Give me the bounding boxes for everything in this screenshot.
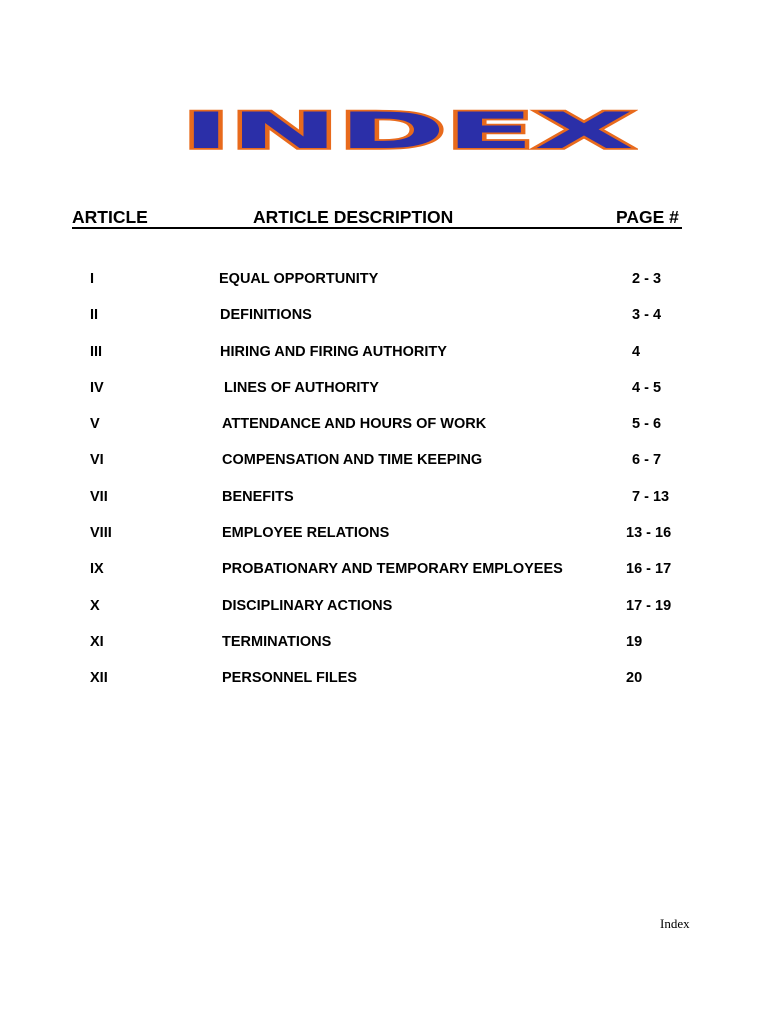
article-number: XII [90,670,108,687]
article-description: ATTENDANCE AND HOURS OF WORK [222,416,487,433]
article-page: 13 - 16 [626,525,672,542]
table-row [0,306,770,342]
article-page: 7 - 13 [632,488,670,505]
article-description: PERSONNEL FILES [222,670,358,687]
article-page: 3 - 4 [632,307,662,324]
article-page: 19 [626,633,643,650]
article-description: PROBATIONARY AND TEMPORARY EMPLOYEES [222,561,563,578]
header-description: ARTICLE DESCRIPTION [253,207,454,227]
table-row [0,451,770,487]
article-number: XI [90,633,104,650]
article-number: IX [90,561,104,578]
article-page: 2 - 3 [632,271,662,287]
table-row [0,343,770,379]
article-description: TERMINATIONS [222,633,332,650]
table-row [0,560,770,596]
article-number: VI [90,452,104,469]
article-number: V [90,416,100,433]
article-number: III [90,343,103,360]
table-row [0,633,770,669]
index-title-graphic [178,108,638,154]
article-description: BENEFITS [222,488,294,505]
article-page: 4 - 5 [632,379,662,396]
article-number: I [90,271,95,287]
article-number: II [90,307,99,324]
table-row [0,270,770,306]
table-row [0,415,770,451]
article-description: EMPLOYEE RELATIONS [222,525,390,542]
article-page: 20 [626,670,643,687]
article-description: HIRING AND FIRING AUTHORITY [220,343,447,360]
header-underline-article [72,227,240,229]
article-number: VII [90,488,108,505]
table-row [0,669,770,705]
header-page: PAGE # [616,207,679,227]
article-page: 17 - 19 [626,597,672,614]
article-description: DEFINITIONS [220,307,312,324]
index-table-body [0,270,770,706]
header-underline-description [240,227,614,229]
article-description: LINES OF AUTHORITY [224,379,379,396]
table-row [0,488,770,524]
article-description: DISCIPLINARY ACTIONS [222,597,393,614]
page-footer-label: Index [660,916,690,931]
article-number: IV [90,379,104,396]
article-number: VIII [90,525,112,542]
article-page: 16 - 17 [626,561,672,578]
article-description: COMPENSATION AND TIME KEEPING [222,452,483,469]
header-article: ARTICLE [72,207,148,227]
article-page: 4 [632,343,641,360]
table-row [0,597,770,633]
table-row [0,379,770,415]
article-number: X [90,597,100,614]
article-page: 6 - 7 [632,452,662,469]
article-description: EQUAL OPPORTUNITY [219,271,379,287]
index-title: INDEX [182,108,634,154]
article-page: 5 - 6 [632,416,662,433]
table-header [0,206,770,232]
index-title-svg [178,108,638,154]
header-underline-page [614,227,682,229]
table-row [0,524,770,560]
